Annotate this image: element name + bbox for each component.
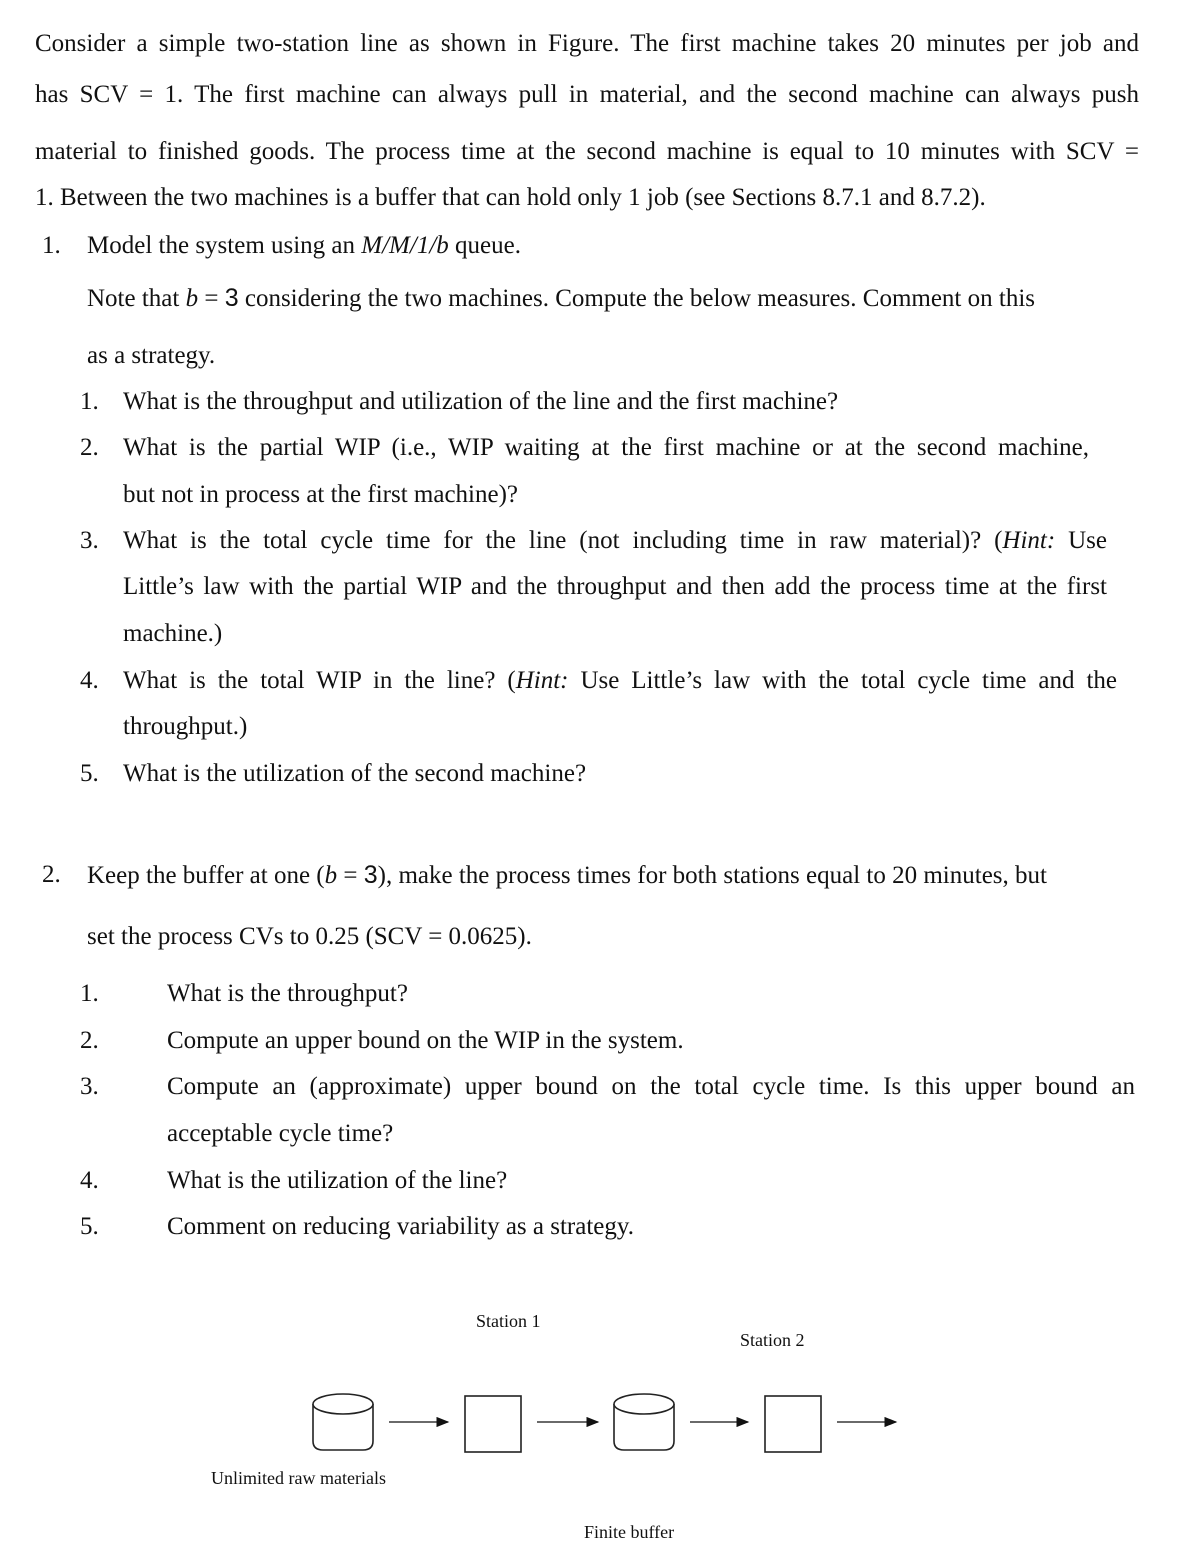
part1-item-2-line-2: but not in process at the first machine)? <box>123 481 519 508</box>
part2-line1-pre: Keep the buffer at one ( <box>87 862 325 889</box>
station2-box <box>765 1396 821 1452</box>
part2-item-5-line-1: Comment on reducing variability as a strategy. <box>167 1213 635 1240</box>
part1-item-1-line-1: What is the throughput and utilization of the line and the first machine? <box>123 388 839 415</box>
part1-item-2-num: 2. <box>80 434 99 461</box>
part1-item-4-line-2: throughput.) <box>123 713 248 740</box>
part2-line1-post: ), make the process times for both stations equal to 20 minutes, but <box>377 862 1047 889</box>
part2-item-2-num: 2. <box>80 1027 99 1054</box>
figure-raw-label: Unlimited raw materials <box>211 1468 386 1488</box>
part2-line-2: set the process CVs to 0.25 (SCV = 0.0625). <box>87 923 532 950</box>
part2-line1-eq: = <box>337 862 364 889</box>
part1-note-post: considering the two machines. Compute the below measures. Comment on this <box>238 285 1035 312</box>
finite-buffer-icon <box>614 1394 674 1450</box>
part1-note-pre: Note that <box>87 285 186 312</box>
part1-item-4-text: What is the total WIP in the line? (Hint: Use Little’s law with the total cycle time and the <box>123 667 1117 694</box>
part1-title-post: queue. <box>448 232 521 259</box>
station1-box <box>465 1396 521 1452</box>
figure-station1-label: Station 1 <box>476 1311 541 1331</box>
part1-item-3-num: 3. <box>80 527 99 554</box>
figure-station2-label: Station 2 <box>740 1330 805 1350</box>
intro-line-1: Consider a simple two-station line as shown in Figure. The first machine takes 20 minutes per job and <box>35 30 1139 57</box>
intro-line-3: material to finished goods. The process time at the second machine is equal to 10 minutes with SCV = <box>35 138 1139 165</box>
part1-item-5-num: 5. <box>80 760 99 787</box>
part2-item-1-line-1: What is the throughput? <box>167 980 408 1007</box>
part1-number: 1. <box>42 232 61 259</box>
part1-item-2-line-1: What is the partial WIP (i.e., WIP waiting at the first machine or at the second machine, <box>123 434 1089 461</box>
part2-item-1-num: 1. <box>80 980 99 1007</box>
figure-buffer-label: Finite buffer <box>584 1522 675 1542</box>
part1-note-b: b <box>185 285 199 312</box>
part2-item-3-line-1: Compute an (approximate) upper bound on the total cycle time. Is this upper bound an <box>167 1073 1135 1100</box>
part1-title-math: M/M/1/b <box>361 232 449 259</box>
part1-title-pre: Model the system using an <box>87 232 362 259</box>
part2-item-3-num: 3. <box>80 1073 99 1100</box>
part2-number: 2. <box>42 861 61 888</box>
intro-line-4: 1. Between the two machines is a buffer that can hold only 1 job (see Sections 8.7.1 and 8.7.2). <box>35 184 986 211</box>
part2-item-3-line-2: acceptable cycle time? <box>167 1120 394 1147</box>
part1-item-3-line-3: machine.) <box>123 620 223 647</box>
part2-line1-val: 3 <box>363 861 378 889</box>
part1-note-line2: as a strategy. <box>87 342 216 369</box>
part1-item-5-line-1: What is the utilization of the second machine? <box>123 760 587 787</box>
part2-item-2-line-1: Compute an upper bound on the WIP in the system. <box>167 1027 684 1054</box>
part2-item-4-line-1: What is the utilization of the line? <box>167 1167 508 1194</box>
part1-item-1-num: 1. <box>80 388 99 415</box>
part1-note-val: 3 <box>224 284 239 312</box>
part2-line1-b: b <box>324 862 338 889</box>
part1-item-4-num: 4. <box>80 667 99 694</box>
part2-item-4-num: 4. <box>80 1167 99 1194</box>
part2-item-5-num: 5. <box>80 1213 99 1240</box>
part1-note-eq: = <box>198 285 225 312</box>
intro-line-2: has SCV = 1. The first machine can always pull in material, and the second machine can always push <box>35 81 1139 108</box>
raw-material-queue-icon <box>313 1394 373 1450</box>
part1-item-3-text: What is the total cycle time for the line (not including time in raw material)? (Hint: Use <box>123 527 1107 554</box>
part1-item-3-line-2: Little’s law with the partial WIP and the throughput and then add the process time at the first <box>123 573 1107 600</box>
